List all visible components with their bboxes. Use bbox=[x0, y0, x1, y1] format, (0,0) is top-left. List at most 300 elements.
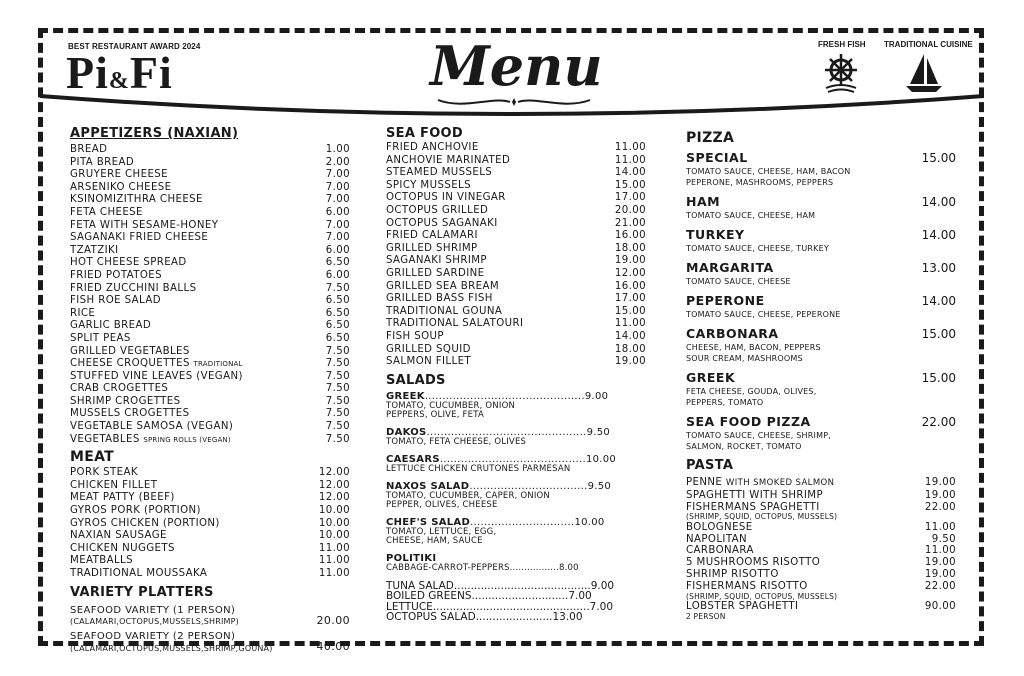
seafood-item bbox=[386, 331, 646, 344]
appetizer-item bbox=[70, 320, 350, 333]
appetizer-name-text: FISH ROE SALAD bbox=[70, 295, 161, 307]
salad-desc: PEPPERS, OLIVE, FETA bbox=[386, 409, 484, 420]
appetizer-name-text: MUSSELS CROGETTES bbox=[70, 408, 190, 420]
appetizer-name-text: SHRIMP CROGETTES bbox=[70, 395, 181, 407]
seafood-item bbox=[386, 142, 646, 155]
seafood-item bbox=[386, 167, 646, 180]
pizza-name: CARBONARA bbox=[686, 326, 779, 341]
pizza-desc: TOMATO SAUCE, CHEESE, SHRIMP, bbox=[686, 431, 831, 440]
salad-desc: LETTUCE CHICKEN CRUTONES PARMESAN bbox=[386, 463, 571, 474]
pasta-item bbox=[686, 581, 956, 601]
seafood-name bbox=[386, 356, 471, 369]
appetizer-item bbox=[70, 270, 350, 283]
seafood-item bbox=[386, 192, 646, 205]
pasta-name-text: SHRIMP RISOTTO bbox=[686, 569, 779, 581]
appetizer-item bbox=[70, 207, 350, 220]
seafood-name bbox=[386, 318, 523, 331]
pizza-row bbox=[686, 260, 956, 276]
salad-price: 10.00 bbox=[574, 516, 605, 528]
appetizer-name-text: GARLIC BREAD bbox=[70, 320, 152, 332]
meat-name-text: GYROS CHICKEN (PORTION) bbox=[70, 517, 220, 529]
seafood-item bbox=[386, 356, 646, 369]
pizza-row bbox=[686, 194, 956, 210]
seafood-name-text: SALMON FILLET bbox=[386, 356, 472, 368]
appetizer-item bbox=[70, 371, 350, 384]
pizza-name: TURKEY bbox=[686, 227, 745, 242]
appetizer-price: 7.00 bbox=[325, 219, 350, 231]
appetizer-name-text: FETA WITH SESAME-HONEY bbox=[70, 219, 219, 231]
pasta-price: 19.00 bbox=[924, 489, 956, 501]
fresh-fish-tag: FRESH FISH bbox=[818, 40, 866, 49]
appetizers-heading: APPETIZERS (NAXIAN) bbox=[70, 126, 239, 141]
appetizer-price: 7.00 bbox=[325, 194, 350, 206]
seafood-name-text: GRILLED SARDINE bbox=[386, 267, 485, 279]
pizza-item bbox=[686, 150, 956, 188]
seafood-price: 14.00 bbox=[614, 167, 646, 179]
meat-name bbox=[70, 480, 157, 493]
pizza-item bbox=[686, 260, 956, 287]
pasta-name-text: SPAGHETTI WITH SHRIMP bbox=[686, 489, 823, 501]
seafood-price: 17.00 bbox=[614, 192, 646, 204]
meat-price: 12.00 bbox=[318, 467, 350, 479]
seafood-price: 16.00 bbox=[614, 280, 646, 292]
pasta-name-text: CARBONARA bbox=[686, 545, 754, 557]
appetizer-name-text: RICE bbox=[70, 307, 96, 319]
ship-wheel-icon bbox=[822, 52, 860, 96]
seafood-price: 14.00 bbox=[614, 330, 646, 342]
appetizer-name bbox=[70, 295, 161, 308]
pasta-price: 9.50 bbox=[931, 533, 956, 545]
appetizer-name bbox=[70, 358, 243, 371]
appetizer-name-text: FRIED POTATOES bbox=[70, 269, 162, 281]
meat-price: 11.00 bbox=[318, 568, 350, 579]
meat-price: 11.00 bbox=[318, 555, 350, 567]
appetizer-name bbox=[70, 157, 134, 170]
salad-item bbox=[386, 454, 646, 474]
appetizer-price: 6.50 bbox=[325, 332, 350, 344]
appetizer-item bbox=[70, 358, 350, 371]
appetizer-name-text: PITA BREAD bbox=[70, 156, 135, 168]
seafood-name-text: GRILLED SQUID bbox=[386, 343, 471, 355]
seafood-price: 18.00 bbox=[614, 242, 646, 254]
logo-amp: & bbox=[108, 68, 130, 94]
pasta-desc: (SHRIMP, SQUID, OCTOPUS, MUSSELS) bbox=[686, 512, 838, 522]
pasta-name-text: 5 MUSHROOMS RISOTTO bbox=[686, 557, 821, 569]
appetizer-name bbox=[70, 169, 168, 182]
appetizer-name bbox=[70, 182, 172, 195]
platter-text bbox=[70, 631, 273, 654]
seafood-name-text: OCTOPUS IN VINEGAR bbox=[386, 192, 506, 204]
salad-item bbox=[386, 553, 646, 573]
appetizer-item bbox=[70, 421, 350, 434]
pizza-desc: CHEESE, HAM, BACON, PEPPERS bbox=[686, 343, 821, 352]
appetizer-name bbox=[70, 283, 196, 296]
pizza-price: 15.00 bbox=[921, 151, 956, 165]
platter-name: SEAFOOD VARIETY (1 PERSON) bbox=[70, 604, 236, 616]
pasta-name-text: PENNE bbox=[686, 477, 723, 488]
platter-text bbox=[70, 605, 239, 628]
meat-item bbox=[70, 543, 350, 556]
meat-name bbox=[70, 568, 207, 581]
salad-name: CHEF'S SALAD bbox=[386, 516, 471, 528]
pasta-item bbox=[686, 490, 956, 502]
meat-name bbox=[70, 543, 175, 556]
platter-item bbox=[70, 631, 350, 654]
pasta-item bbox=[686, 534, 956, 546]
appetizer-name bbox=[70, 245, 118, 258]
seafood-name-text: OCTOPUS GRILLED bbox=[386, 204, 489, 216]
pizza-item bbox=[686, 326, 956, 364]
seafood-item bbox=[386, 243, 646, 256]
seafood-name-text: TRADITIONAL GOUNA bbox=[386, 305, 503, 317]
seafood-name bbox=[386, 293, 493, 306]
appetizer-name bbox=[70, 270, 162, 283]
appetizer-name-text: SAGANAKI FRIED CHEESE bbox=[70, 232, 209, 244]
meat-item bbox=[70, 530, 350, 543]
appetizer-name bbox=[70, 346, 190, 359]
pizza-desc: SALMON, ROCKET, TOMATO bbox=[686, 442, 802, 451]
pizza-name: MARGARITA bbox=[686, 260, 774, 275]
pizza-row bbox=[686, 326, 956, 342]
platter-desc: (CALAMARI,OCTOPUS,MUSSELS,SHRIMP,GOUNA) bbox=[70, 643, 273, 653]
seafood-name-text: TRADITIONAL SALATOURI bbox=[386, 318, 524, 330]
meat-price: 12.00 bbox=[318, 479, 350, 491]
meat-price: 10.00 bbox=[318, 505, 350, 517]
appetizer-name-text: FETA CHEESE bbox=[70, 206, 143, 218]
salad-name: DAKOS bbox=[386, 426, 427, 438]
meat-price: 10.00 bbox=[318, 517, 350, 529]
meat-name-text: CHICKEN NUGGETS bbox=[70, 542, 175, 554]
pasta-row bbox=[686, 601, 956, 613]
seafood-price: 12.00 bbox=[614, 267, 646, 279]
appetizer-price: 6.00 bbox=[325, 244, 350, 256]
appetizer-item bbox=[70, 245, 350, 258]
appetizer-name-text: SPLIT PEAS bbox=[70, 332, 131, 344]
pasta-name bbox=[686, 581, 808, 593]
seafood-price: 15.00 bbox=[614, 305, 646, 317]
pasta-row bbox=[686, 522, 956, 534]
column-left bbox=[70, 126, 350, 658]
appetizer-name-text: ARSENIKO CHEESE bbox=[70, 181, 172, 193]
pasta-item bbox=[686, 522, 956, 534]
meat-item bbox=[70, 467, 350, 480]
seafood-name-text: SPICY MUSSELS bbox=[386, 179, 471, 191]
pizza-row bbox=[686, 227, 956, 243]
pasta-price: 19.00 bbox=[924, 477, 956, 488]
appetizer-item bbox=[70, 346, 350, 359]
meat-name-text: CHICKEN FILLET bbox=[70, 479, 158, 491]
meat-name-text: GYROS PORK (PORTION) bbox=[70, 505, 201, 517]
salad-name: POLITIKI bbox=[386, 552, 437, 564]
pizza-desc: TOMATO SAUCE, CHEESE, PEPERONE bbox=[686, 310, 841, 319]
seafood-item bbox=[386, 180, 646, 193]
salads-heading: SALADS bbox=[386, 372, 446, 388]
platter-price: 40.00 bbox=[316, 640, 350, 654]
pasta-row bbox=[686, 534, 956, 546]
meat-name-text: MEAT PATTY (BEEF) bbox=[70, 492, 175, 504]
pasta-row bbox=[686, 557, 956, 569]
meat-item bbox=[70, 492, 350, 505]
salad-extra-dots: ............................................... bbox=[432, 600, 590, 613]
appetizer-name bbox=[70, 194, 203, 207]
appetizer-name bbox=[70, 371, 243, 384]
salad-price: 9.50 bbox=[587, 480, 612, 492]
appetizer-name bbox=[70, 257, 187, 270]
pizza-item bbox=[686, 414, 956, 452]
pizza-price: 13.00 bbox=[921, 261, 956, 275]
platter-price: 20.00 bbox=[316, 613, 350, 627]
pizza-price: 14.00 bbox=[921, 195, 956, 209]
salad-extra-name: LETTUCE bbox=[386, 600, 433, 613]
salad-desc: TOMATO, CUCUMBER, ONION bbox=[386, 400, 516, 411]
seafood-name bbox=[386, 255, 487, 268]
appetizer-item bbox=[70, 434, 350, 447]
meat-item bbox=[70, 555, 350, 568]
pizza-desc: TOMATO SAUCE, CHEESE bbox=[686, 277, 791, 286]
appetizer-note: SPRING ROLLS (VEGAN) bbox=[143, 435, 231, 444]
appetizer-price: 7.00 bbox=[325, 169, 350, 181]
appetizer-price: 7.50 bbox=[325, 345, 350, 357]
appetizer-name-text: CHEESE CROQUETTES bbox=[70, 358, 190, 370]
appetizer-name bbox=[70, 144, 107, 157]
appetizer-name bbox=[70, 396, 181, 409]
seafood-price: 20.00 bbox=[614, 204, 646, 216]
seafood-price: 21.00 bbox=[614, 217, 646, 229]
pasta-item bbox=[686, 569, 956, 581]
meat-price: 10.00 bbox=[318, 530, 350, 542]
salad-name: CAESARS bbox=[386, 453, 440, 465]
meat-name bbox=[70, 505, 201, 518]
header-curve bbox=[40, 92, 984, 128]
appetizer-item bbox=[70, 295, 350, 308]
pizza-desc: TOMATO SAUCE, CHEESE, TURKEY bbox=[686, 244, 829, 253]
seafood-name bbox=[386, 230, 478, 243]
appetizer-item bbox=[70, 257, 350, 270]
salad-extra-price: 7.00 bbox=[568, 590, 592, 603]
pizza-price: 14.00 bbox=[921, 294, 956, 308]
platter-row bbox=[70, 631, 350, 654]
seafood-item bbox=[386, 205, 646, 218]
pasta-note: WITH SMOKED SALMON bbox=[725, 478, 835, 488]
pasta-name-text: NAPOLITAN bbox=[686, 533, 748, 545]
pasta-price: 19.00 bbox=[924, 557, 956, 569]
appetizer-price: 7.50 bbox=[325, 395, 350, 407]
appetizer-price: 7.50 bbox=[325, 358, 350, 370]
appetizer-name-text: HOT CHEESE SPREAD bbox=[70, 257, 187, 269]
pizza-price: 15.00 bbox=[921, 327, 956, 341]
seafood-name bbox=[386, 281, 499, 294]
logo-pi: Pi bbox=[66, 47, 109, 98]
traditional-cuisine-tag: TRADITIONAL CUISINE bbox=[884, 40, 973, 49]
seafood-price: 11.00 bbox=[614, 142, 646, 153]
seafood-name bbox=[386, 344, 471, 357]
appetizer-name bbox=[70, 434, 231, 447]
appetizer-name-text: GRILLED VEGETABLES bbox=[70, 345, 190, 357]
pizza-item bbox=[686, 370, 956, 408]
appetizer-name bbox=[70, 320, 151, 333]
appetizer-item bbox=[70, 283, 350, 296]
appetizer-price: 6.00 bbox=[325, 206, 350, 218]
pasta-price: 22.00 bbox=[924, 501, 956, 513]
pasta-name-text: FISHERMANS SPAGHETTI bbox=[686, 501, 820, 513]
appetizer-price: 7.50 bbox=[325, 421, 350, 433]
meat-price: 12.00 bbox=[318, 492, 350, 504]
appetizer-price: 1.00 bbox=[325, 144, 350, 155]
salad-extra-dots: ............................. bbox=[471, 590, 569, 603]
appetizer-name bbox=[70, 308, 95, 321]
seafood-name bbox=[386, 243, 478, 256]
salad-dots: .............................................. bbox=[426, 426, 587, 438]
appetizer-name-text: TZATZIKI bbox=[70, 244, 119, 256]
pasta-item bbox=[686, 477, 956, 490]
appetizer-name bbox=[70, 421, 233, 434]
seafood-item bbox=[386, 306, 646, 319]
pasta-name bbox=[686, 545, 754, 557]
appetizer-item bbox=[70, 144, 350, 157]
salad-desc: CHEESE, HAM, SAUCE bbox=[386, 535, 483, 546]
pasta-row bbox=[686, 581, 956, 593]
seafood-price: 11.00 bbox=[614, 318, 646, 330]
platter-row bbox=[70, 605, 350, 628]
pizza-row bbox=[686, 370, 956, 386]
appetizer-price: 7.00 bbox=[325, 232, 350, 244]
appetizer-item bbox=[70, 220, 350, 233]
seafood-price: 11.00 bbox=[614, 154, 646, 166]
pizza-item bbox=[686, 227, 956, 254]
salad-extra-name: TUNA SALAD bbox=[386, 579, 454, 592]
platter-desc: (CALAMARI,OCTOPUS,MUSSELS,SHRIMP) bbox=[70, 617, 240, 627]
seafood-price: 17.00 bbox=[614, 293, 646, 305]
appetizer-item bbox=[70, 408, 350, 421]
salad-dots: .......................................... bbox=[439, 453, 586, 465]
appetizer-note: TRADITIONAL bbox=[193, 360, 243, 369]
salad-desc: TOMATO, FETA CHEESE, OLIVES bbox=[386, 436, 527, 447]
appetizer-name-text: KSINOMIZITHRA CHEESE bbox=[70, 194, 203, 206]
seafood-name-text: SAGANAKI SHRIMP bbox=[386, 255, 487, 267]
appetizer-item bbox=[70, 232, 350, 245]
seafood-item bbox=[386, 318, 646, 331]
pizza-name: SPECIAL bbox=[686, 150, 748, 165]
meat-item bbox=[70, 480, 350, 493]
pasta-price: 90.00 bbox=[924, 601, 956, 613]
seafood-item bbox=[386, 281, 646, 294]
meat-name-text: NAXIAN SAUSAGE bbox=[70, 530, 167, 542]
seafood-item bbox=[386, 268, 646, 281]
appetizer-name bbox=[70, 207, 143, 220]
seafood-item bbox=[386, 255, 646, 268]
salad-extra-dots: ......................................... bbox=[453, 579, 591, 592]
appetizer-price: 7.50 bbox=[325, 282, 350, 294]
pasta-price: 11.00 bbox=[924, 521, 956, 533]
pasta-desc: 2 PERSON bbox=[686, 611, 726, 621]
pasta-item bbox=[686, 557, 956, 569]
pizza-desc: TOMATO SAUCE, CHEESE, HAM bbox=[686, 211, 816, 220]
appetizer-item bbox=[70, 333, 350, 346]
appetizer-item bbox=[70, 383, 350, 396]
appetizer-name-text: BREAD bbox=[70, 144, 108, 155]
seafood-item bbox=[386, 155, 646, 168]
meat-name bbox=[70, 530, 167, 543]
pasta-row bbox=[686, 545, 956, 557]
salad-extra-name: OCTOPUS SALAD bbox=[386, 611, 476, 624]
salad-desc: TOMATO, LETTUCE, EGG, bbox=[386, 526, 497, 537]
salad-extra-name: BOILED GREENS bbox=[386, 590, 472, 603]
seafood-price: 19.00 bbox=[614, 255, 646, 267]
pizza-row bbox=[686, 150, 956, 166]
appetizer-name-text: CRAB CROGETTES bbox=[70, 383, 169, 395]
seafood-name-text: FISH SOUP bbox=[386, 330, 444, 342]
meat-item bbox=[70, 505, 350, 518]
pasta-name bbox=[686, 534, 747, 546]
seafood-price: 16.00 bbox=[614, 230, 646, 242]
pasta-name bbox=[686, 490, 823, 502]
pasta-price: 11.00 bbox=[924, 545, 956, 557]
salad-desc: PEPPER, OLIVES, CHEESE bbox=[386, 499, 498, 510]
appetizer-item bbox=[70, 396, 350, 409]
meat-price: 11.00 bbox=[318, 542, 350, 554]
appetizer-item bbox=[70, 169, 350, 182]
seafood-price: 19.00 bbox=[614, 356, 646, 368]
appetizer-name-text: VEGETABLES bbox=[70, 433, 140, 445]
salad-price: 9.00 bbox=[584, 390, 609, 402]
salad-dots: .............................................. bbox=[424, 390, 585, 402]
pizza-name: SEA FOOD PIZZA bbox=[686, 414, 811, 429]
pizza-desc: TOMATO SAUCE, CHEESE, HAM, BACON bbox=[686, 167, 851, 176]
seafood-name-text: GRILLED BASS FISH bbox=[386, 293, 493, 305]
seafood-name-text: ANCHOVIE MARINATED bbox=[386, 154, 511, 166]
meat-name bbox=[70, 492, 175, 505]
seafood-name-text: OCTOPUS SAGANAKI bbox=[386, 217, 498, 229]
appetizer-name bbox=[70, 333, 131, 346]
seafood-name bbox=[386, 205, 488, 218]
meat-name-text: MEATBALLS bbox=[70, 555, 134, 567]
appetizer-price: 7.50 bbox=[325, 433, 350, 445]
seafood-item bbox=[386, 218, 646, 231]
appetizer-price: 7.50 bbox=[325, 370, 350, 382]
salad-desc: TOMATO, CUCUMBER, CAPER, ONION bbox=[386, 490, 550, 501]
salad-item bbox=[386, 427, 646, 447]
salad-dots: .............................. bbox=[470, 516, 575, 528]
platter-name: SEAFOOD VARIETY (2 PERSON) bbox=[70, 631, 236, 643]
seafood-name bbox=[386, 331, 444, 344]
salad-price: 9.50 bbox=[586, 426, 611, 438]
seafood-name bbox=[386, 155, 510, 168]
seafood-name-text: STEAMED MUSSELS bbox=[386, 167, 493, 179]
salad-name: GREEK bbox=[386, 390, 425, 402]
pizza-name: HAM bbox=[686, 194, 721, 209]
appetizer-price: 6.50 bbox=[325, 257, 350, 269]
appetizer-price: 2.00 bbox=[325, 156, 350, 168]
appetizer-name-text: STUFFED VINE LEAVES (VEGAN) bbox=[70, 370, 243, 382]
seafood-item bbox=[386, 293, 646, 306]
seafood-name-text: FRIED CALAMARI bbox=[386, 230, 478, 242]
pasta-name bbox=[686, 557, 820, 569]
menu-title: Menu bbox=[430, 34, 603, 98]
pizza-name: PEPERONE bbox=[686, 293, 765, 308]
pizza-name: GREEK bbox=[686, 370, 736, 385]
pasta-name-text: FISHERMANS RISOTTO bbox=[686, 580, 808, 592]
appetizer-price: 7.50 bbox=[325, 383, 350, 395]
pasta-row bbox=[686, 477, 956, 490]
pasta-name-text: BOLOGNESE bbox=[686, 521, 753, 533]
appetizer-name-text: FRIED ZUCCHINI BALLS bbox=[70, 282, 197, 294]
sailboat-icon bbox=[902, 50, 946, 96]
seafood-heading: SEA FOOD bbox=[386, 126, 464, 141]
seafood-name bbox=[386, 192, 506, 205]
pasta-row bbox=[686, 569, 956, 581]
pizza-row bbox=[686, 414, 956, 430]
seafood-name-text: FRIED ANCHOVIE bbox=[386, 142, 479, 153]
